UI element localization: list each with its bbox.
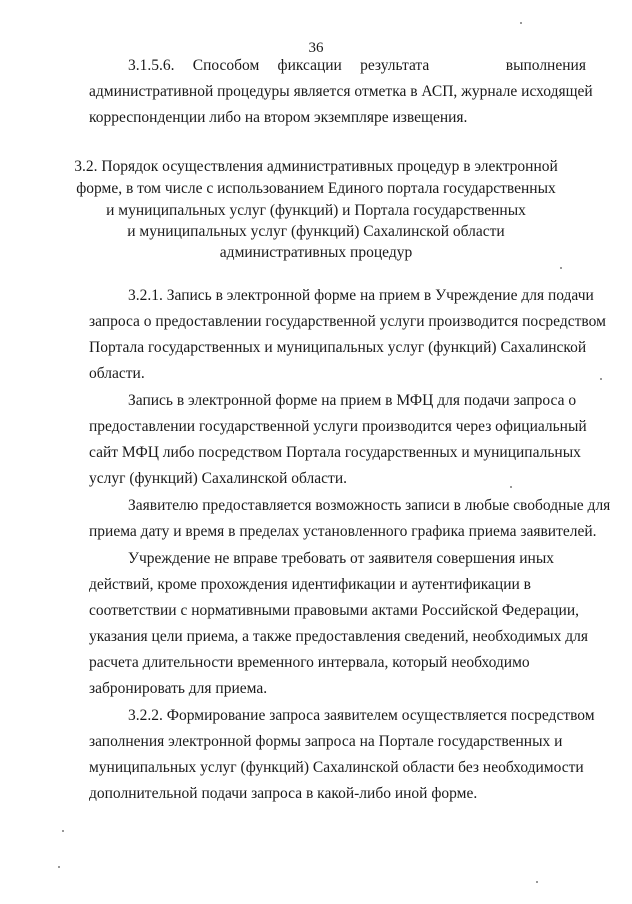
section-heading-line-1: 3.2. Порядок осуществления административных процедур в электронной (74, 158, 558, 175)
paragraph-mfc-line-3: сайт МФЦ либо посредством Портала государственных и муниципальных (89, 444, 581, 461)
section-heading-line-2: форме, в том числе с использованием Единого портала государственных (76, 180, 556, 197)
scan-speck (600, 378, 602, 380)
paragraph-mfc-line-2: предоставлении государственной услуги производится через официальный (89, 418, 587, 435)
paragraph-applicant-line-2: приема дату и время в пределах установленного графика приема заявителей. (89, 523, 597, 540)
word: фиксации (277, 57, 342, 74)
word: выполнения (505, 57, 586, 74)
paragraph-institution-line-2: действий, кроме прохождения идентификации и аутентификации в (89, 576, 531, 593)
scan-speck (510, 486, 512, 488)
paragraph-3-2-1-line-3: Портала государственных и муниципальных услуг (функций) Сахалинской (89, 339, 587, 356)
page-number: 36 (308, 40, 324, 56)
section-heading-line-3: и муниципальных услуг (функций) и Портала государственных (106, 202, 526, 219)
paragraph-mfc-line-4: услуг (функций) Сахалинской области. (89, 470, 347, 487)
paragraph-3-1-5-6-line-3: корреспонденции либо на втором экземпляре извещения. (89, 109, 468, 126)
paragraph-institution-line-5: расчета длительности временного интервала, который необходимо (89, 654, 530, 671)
paragraph-3-2-2-line-1: 3.2.2. Формирование запроса заявителем осуществляется посредством (128, 707, 595, 724)
paragraph-institution-line-4: указания цели приема, а также предоставления сведений, необходимых для (89, 628, 588, 645)
word: результата (360, 57, 430, 74)
section-heading-line-5: административных процедур (219, 244, 413, 261)
paragraph-institution-line-6: забронировать для приема. (89, 680, 268, 697)
scan-speck (58, 866, 60, 868)
scan-speck (560, 267, 562, 269)
paragraph-3-2-2-line-3: муниципальных услуг (функций) Сахалинской области без необходимости (89, 759, 584, 776)
paragraph-3-1-5-6-line-1 (128, 56, 586, 76)
paragraph-3-2-1-line-2: запроса о предоставлении государственной услуги производится посредством (89, 313, 606, 330)
paragraph-3-2-1-line-4: области. (89, 365, 145, 382)
paragraph-3-1-5-6-line-2: административной процедуры является отметка в АСП, журнале исходящей (89, 83, 593, 100)
paragraph-mfc-line-1: Запись в электронной форме на прием в МФЦ для подачи запроса о (128, 392, 577, 409)
paragraph-3-2-2-line-2: заполнения электронной формы запроса на Портале государственных и (89, 733, 563, 750)
paragraph-institution-line-3: соответствии с нормативными правовыми актами Российской Федерации, (89, 602, 579, 619)
scan-speck (62, 830, 64, 832)
paragraph-3-2-1-line-1: 3.2.1. Запись в электронной форме на прием в Учреждение для подачи (128, 287, 594, 304)
paragraph-applicant-line-1: Заявителю предоставляется возможность записи в любые свободные для (128, 497, 611, 514)
section-heading-line-4: и муниципальных услуг (функций) Сахалинской области (127, 223, 505, 240)
scan-speck (536, 881, 538, 883)
word: 3.1.5.6. (128, 57, 175, 74)
paragraph-institution-line-1: Учреждение не вправе требовать от заявителя совершения иных (128, 550, 555, 567)
scan-speck (520, 22, 522, 24)
word: Способом (192, 57, 260, 74)
paragraph-3-2-2-line-4: дополнительной подачи запроса в какой-либо иной форме. (89, 785, 478, 802)
